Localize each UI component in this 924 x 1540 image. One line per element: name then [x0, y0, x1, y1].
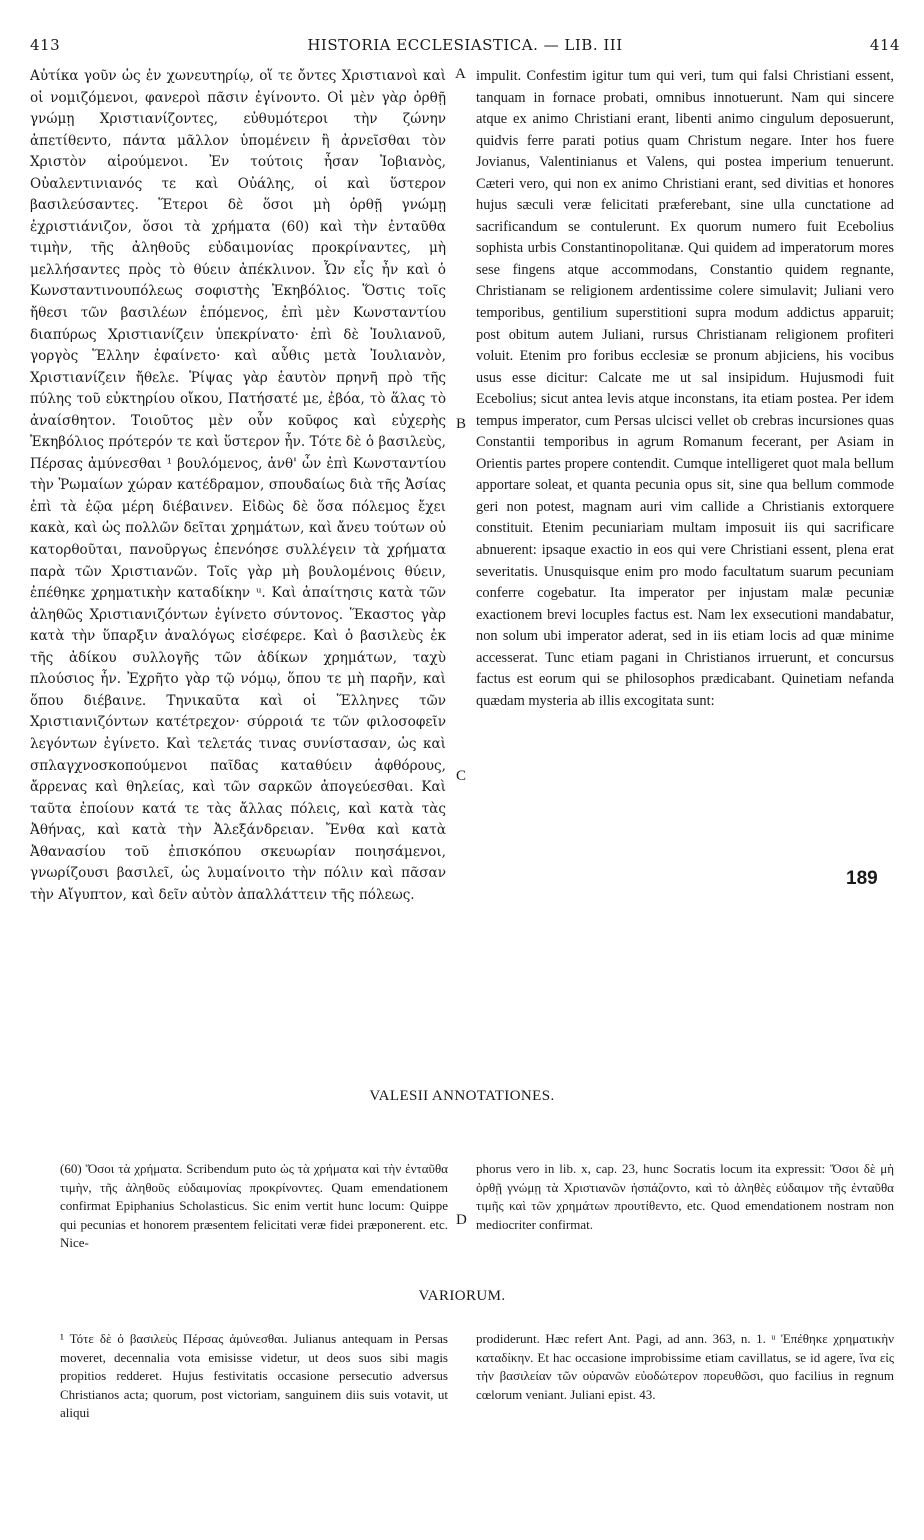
variorum-note-left-text: ¹ Τότε δὲ ὁ βασιλεὺς Πέρσας ἀμύνεσθαι. Julianus antequam in Persas moveret, decennalia vota emisisse videtur, ut deos suos sibi magis propitios redderet. Hujus festivitatis occasione persecutio adversus Christianos acta; quorum, post victoriam, sanguinem diis suis votavit, ut aliqui — [60, 1331, 448, 1420]
margin-letter-c: C — [456, 768, 467, 784]
valesii-note-left — [60, 1160, 448, 1253]
valesii-note-right — [476, 1160, 894, 1234]
margin-letter-d: D — [456, 1212, 467, 1228]
margin-letter-b: B — [456, 416, 467, 432]
margin-letter-a: A — [455, 66, 466, 82]
running-head — [30, 36, 900, 58]
valesii-title: VALESII ANNOTATIONES. — [369, 1088, 555, 1104]
latin-text: impulit. Confestim igitur tum qui veri, tum qui falsi Christiani essent, tanquam in fornace probati, omnibus innotuerunt. Nam qui sincere atque ex animo Christiani erant, libenti animo cingulum deposuerunt, quidvis ferre parati potius quam Christum negare. Inter hos fuere Jovianus, Valentinianus et Valens, qui postea imperium tenuerunt. Cæteri vero, qui non ex animo Christiani erant, sed divitias et honores hujus sæculi veræ felicitati præferebant, sine ulla cunctatione ad sacrificandum se contulerunt. Ex quorum numero fuit Ecebolius sophista urbis Constantinopolitanæ. Qui quidem ad imperatorum mores sese fingens atque accommodans, Constantio quidem regnante, Christianam se religionem ardentissime colere simulavit; Juliani vero temporibus, gentilium superstitioni supra modum addictus apparuit; post obitum autem Juliani, rursus Christianam religionem profiteri voluit. Etenim pro foribus ecclesiæ se pronum abjiciens, his vocibus usus esse dicitur: Calcate me ut sal insipidum. Hujusmodi fuit Ecebolius; sicut antea levis atque inconstans, ita etiam postea. Per idem tempus imperator, cum Persas ulcisci vellet ob crebras incursiones quas Constantii temporibus in agrum Romanum fecerant, per Asiam in Orientis partes propere contendit. Cumque intelligeret quot mala bellum apportare soleat, et quanta pecunia opus sit, sine qua bellum commode geri non potest, magnam auri vim callide a Christianis extorquere constituit. Etenim pecuniariam multam imposuit iis qui sacrificare abnuerent: ipsaque exactio in eos qui vere Christiani essent, plena erat severitatis. Unusquisque enim pro modo facultatum suarum pecuniam conferre cogebatur. Ita imperator per injustam malæ pecuniæ exactionem brevi locuples factus est. Nam lex exsecutioni mandabatur, non solum ubi imperator aderat, sed in iis etiam locis ad quæ minime accesserat. Tunc etiam pagani in Christianos irruerunt, et concursus factus est eorum qui se philosophos prædicabant. Quinetiam nefanda quædam mysteria ab illis excogitata sunt: — [476, 68, 894, 709]
valesii-note-right-text: phorus vero in lib. x, cap. 23, hunc Socratis locum ita expressit: Ὅσοι δὲ μὴ ὀρθῇ γνώμῃ τὰ Χριστιανῶν ἠσπάζοντο, καὶ τὸ ἀληθὲς εὐδαιμον τῆς ἐνταῦθα τιμῆς καὶ τῶν χρημάτων προυτίθεντο, etc. Quod emendationem nostram non mediocriter confirmat. — [476, 1161, 894, 1232]
greek-text: Αὐτίκα γοῦν ὡς ἐν χωνευτηρίῳ, οἵ τε ὄντες Χριστιανοὶ καὶ οἱ νομιζόμενοι, φανεροὶ πᾶσιν ἐγίνοντο. Οἱ μὲν γὰρ ὀρθῇ γνώμῃ Χριστιανίζοντες, εὐθυμότεροι τὴν ζώνην ἀπετίθεντο, πάντα μᾶλλον ὑπομένειν ἢ ἀρνεῖσθαι τὸν Χριστὸν αἱρούμενοι. Ἐν τούτοις ἦσαν Ἰοβιανὸς, Οὐαλεντινιανός τε καὶ Οὐάλης, οἱ καὶ ὕστερον βασιλεύσαντες. Ἕτεροι δὲ ὅσοι μὴ ὀρθῇ γνώμῃ ἐχριστιάνιζον, ὅσοι τὰ χρήματα (60) καὶ τὴν ἐνταῦθα τιμὴν, τῆς ἀληθοῦς εὐδαιμονίας προκρίναντες, μὴ μελλήσαντες πρὸς τὸ θύειν ἀπέκλινον. Ὧν εἷς ἦν καὶ ὁ Κωνσταντινουπόλεως σοφιστὴς Ἐκηβόλιος. Ὅστις τοῖς ἤθεσι τῶν βασιλέων ἑπόμενος, ἐπὶ μὲν Κωνσταντίου διαπύρως Χριστιανίζειν ὑπεκρίνατο· ἐπὶ δὲ Ἰουλιανοῦ, γοργὸς Ἕλλην ἐφαίνετο· καὶ αὖθις μετὰ Ἰουλιανὸν, Χριστιανίζειν ἤθελε. Ῥίψας γὰρ ἑαυτὸν πρηνῆ πρὸ τῆς πύλης τοῦ εὐκτηρίου οἴκου, Πατήσατέ με, ἐβόα, τὸ ἅλας τὸ ἀναίσθητον. Τοιοῦτος μὲν οὖν κοῦφος καὶ εὐχερὴς Ἐκηβόλιος πρότερόν τε καὶ ὕστερον ἦν. Τότε δὲ ὁ βασιλεὺς, Πέρσας ἀμύνεσθαι ¹ βουλόμενος, ἀνθ' ὧν ἐπὶ Κωνσταντίου τὴν Ῥωμαίων χώραν κατέδραμον, σπουδαίως διὰ τῆς Ἀσίας ἐπὶ τὰ ἑῷα μέρη διέβαινεν. Εἰδὼς δὲ ὅσα πόλεμος ἔχει κακὰ, καὶ ὡς πολλῶν δεῖται χρημάτων, καὶ ἄνευ τούτων οὐ κατορθοῦται, πανοῦργως ἐπενόησε συλλέγειν τὰ χρήματα παρὰ τῶν Χριστιανῶν. Τοῖς γὰρ μὴ βουλομένοις θύειν, ἐπέθηκε χρηματικὴν καταδίκην ᵘ. Καὶ ἀπαίτησις κατὰ τῶν ἀληθῶς Χριστιανιζόντων ἐγίνετο σύντονος. Ἕκαστος γὰρ κατὰ τὴν ὕπαρξιν ἀναλόγως εἰσέφερε. Καὶ ὁ βασιλεὺς ἐκ τῆς ἀδίκου συλλογῆς τῶν ἀδίκων χρημάτων, ταχὺ πλούσιος ἦν. Ἐχρῆτο γὰρ τῷ νόμῳ, ὅπου τε μὴ παρῆν, καὶ ὅπου διέβαινε. Τηνικαῦτα καὶ οἱ Ἕλληνες τῶν Χριστιανιζόντων κατέτρεχον· σύρροιά τε τῶν φιλοσοφεῖν λεγόντων ἐγίνετο. Καὶ τελετάς τινας συνίστασαν, ὡς καὶ σπλαγχνοσκοπούμενοι παῖδας καταθύειν ἀφθόρους, ἄρρενας καὶ θηλείας, καὶ τῶν σαρκῶν ἀπογεύεσθαι. Καὶ ταῦτα ἐποίουν κατά τε τὰς ἄλλας πόλεις, καὶ κατὰ τὰς Ἀθήνας, καὶ κατὰ τὴν Ἀλεξάνδρειαν. Ἔνθα καὶ κατὰ Ἀθανασίου τοῦ ἐπισκόπου σκευωρίαν ποιησάμενοι, γνωρίζουσι βασιλεῖ, ὡς λυμαίνοιτο τὴν πόλιν καὶ πᾶσαν τὴν Αἴγυπτον, καὶ δεῖν αὐτὸν ἀπαλλάττειν τῆς πόλεως. — [30, 68, 446, 903]
running-title: HISTORIA ECCLESIASTICA. — LIB. III — [307, 36, 623, 54]
variorum-title: VARIORUM. — [418, 1288, 506, 1304]
latin-text-column — [476, 66, 894, 712]
page-marker: 189 — [846, 868, 878, 889]
variorum-note-right-text: prodiderunt. Hæc refert Ant. Pagi, ad ann. 363, n. 1. ᵘ Ἐπέθηκε χρηματικὴν καταδίκην. Et hac occasione improbissime etiam cavillatus, se id agere, ἵνα εἰς τὴν βασιλείαν τῶν οὐρανῶν εὐοδώτερον πορευθῶσι, quo facilius in regnum cœlorum veniant. Juliani epist. 43. — [476, 1331, 894, 1402]
page-number-left: 413 — [30, 36, 61, 54]
page-number-right: 414 — [869, 36, 900, 54]
greek-text-column — [30, 66, 446, 906]
variorum-note-left — [60, 1330, 448, 1423]
valesii-note-left-text: (60) Ὅσοι τὰ χρήματα. Scribendum puto ὡς τὰ χρήματα καὶ τὴν ἐνταῦθα τιμὴν, τῆς ἀληθοῦς εὐδαιμονίας προκρίνοντες. Quam emendationem confirmat Epiphanius Scholasticus. Sic enim vertit hunc locum: Quippe qui pecunias et honorem præsentem felicitati veræ fidei præponerent. etc. Nice- — [60, 1161, 448, 1250]
variorum-note-right — [476, 1330, 894, 1404]
